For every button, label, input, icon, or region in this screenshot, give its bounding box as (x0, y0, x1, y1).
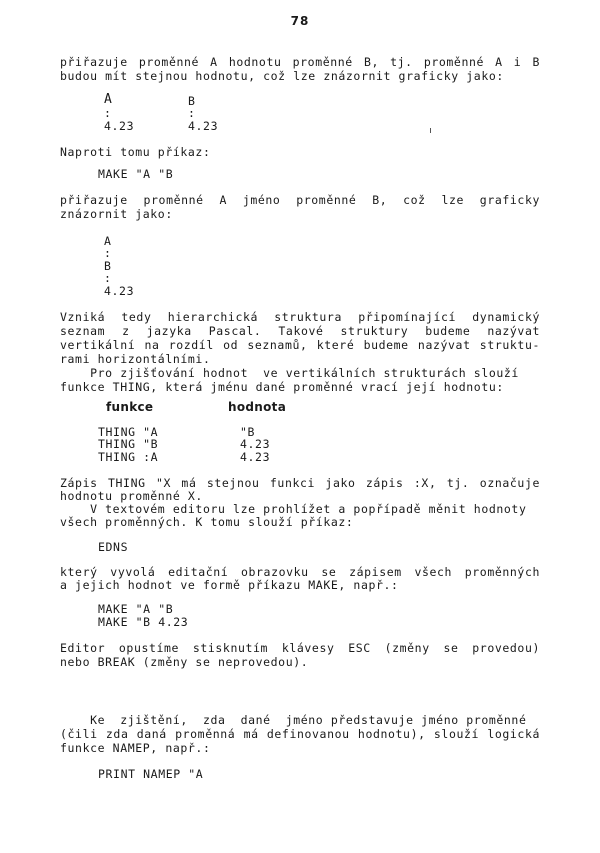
text-line: znázornit jako: (60, 207, 173, 221)
scan-speck (430, 128, 431, 133)
text-line: (čili zda daná proměnná má definovanou hodnotu), slouží logická (60, 727, 540, 741)
text-line: funkce THING, která jménu dané proměnné vrací její hodnotu: (60, 380, 504, 394)
text-line: V textovém editoru lze prohlížet a popřípadě měnit hodnoty (60, 502, 527, 516)
diagram-node: A (104, 234, 112, 248)
diagram-link: : (104, 246, 112, 260)
diagram-right-link: : (188, 106, 196, 120)
text-line: vertikální na rozdíl od seznamů, které budeme nazývat struktu- (60, 338, 540, 352)
text-line: který vyvolá editační obrazovku se zápisem všech proměnných (60, 565, 540, 579)
code-line: EDNS (98, 540, 129, 554)
table-cell: THING "A (98, 425, 159, 439)
diagram-left-var: A (104, 92, 113, 107)
diagram-left-link: : (104, 106, 112, 120)
table-header-value: hodnota (228, 400, 287, 414)
table-cell: THING "B (98, 437, 159, 451)
text-line: funkce NAMEP, např.: (60, 741, 211, 755)
diagram-node: B (104, 259, 112, 273)
diagram-value: 4.23 (104, 284, 135, 298)
text-line: Ke zjištění, zda dané jméno představuje jméno proměnné (60, 713, 527, 727)
text-line: budou mít stejnou hodnotu, což lze znázornit graficky jako: (60, 69, 504, 83)
diagram-right-var: B (188, 94, 196, 108)
text-line: hodnotu proměnné X. (60, 489, 203, 503)
text-line: Editor opustíme stisknutím klávesy ESC (změny se provedou) (60, 641, 540, 655)
table-cell: THING :A (98, 450, 159, 464)
diagram-link: : (104, 271, 112, 285)
code-line: MAKE "B 4.23 (98, 615, 189, 629)
text-line: seznam z jazyka Pascal. Takové struktury budeme nazývat (60, 324, 540, 338)
text-line: Pro zjišťování hodnot ve vertikálních strukturách slouží (60, 366, 519, 380)
code-line: MAKE "A "B (98, 602, 174, 616)
diagram-right-value: 4.23 (188, 119, 219, 133)
code-line: MAKE "A "B (98, 167, 174, 181)
text-line: všech proměnných. K tomu slouží příkaz: (60, 515, 354, 529)
table-cell: 4.23 (240, 450, 271, 464)
text-line: přiřazuje proměnné A jméno proměnné B, což lze graficky (60, 193, 540, 207)
table-cell: 4.23 (240, 437, 271, 451)
table-cell: "B (240, 425, 256, 439)
text-line: nebo BREAK (změny se neprovedou). (60, 655, 309, 669)
text-line: rami horizontálními. (60, 352, 211, 366)
code-line: PRINT NAMEP "A (98, 767, 204, 781)
text-line: Naproti tomu příkaz: (60, 145, 211, 159)
text-line: a jejich hodnot ve formě příkazu MAKE, např.: (60, 578, 399, 592)
diagram-left-value: 4.23 (104, 119, 135, 133)
text-line: Vzniká tedy hierarchická struktura připomínající dynamický (60, 310, 540, 324)
table-header-function: funkce (106, 400, 154, 414)
page-number: 78 (290, 14, 310, 28)
text-line: přiřazuje proměnné A hodnotu proměnné B, tj. proměnné A i B (60, 55, 540, 69)
text-line: Zápis THING "X má stejnou funkci jako zápis :X, tj. označuje (60, 476, 540, 490)
